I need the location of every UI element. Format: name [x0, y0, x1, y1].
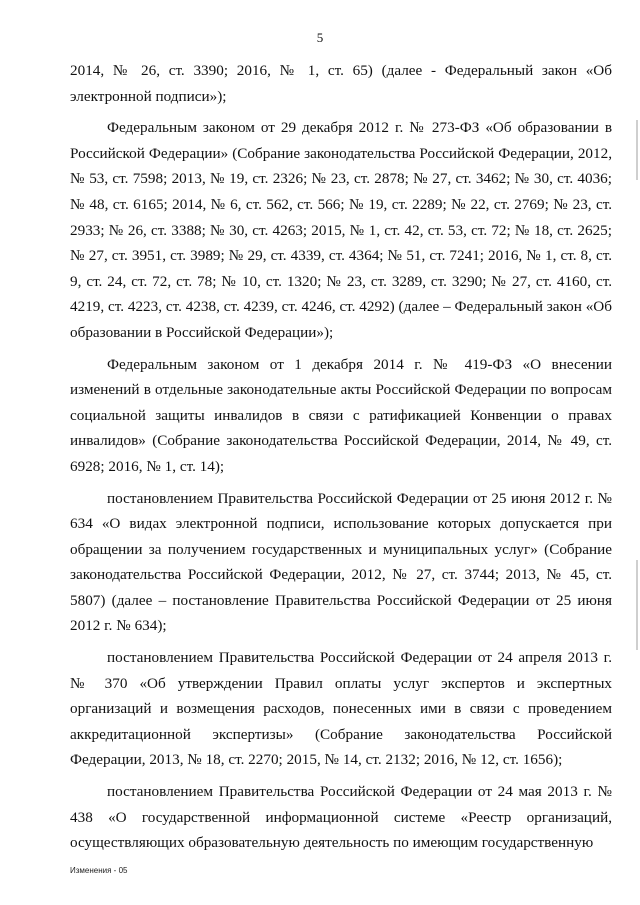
paragraph-decree-370: постановлением Правительства Российской Федерации от 24 апреля 2013 г. № 370 «Об утверждении Правил оплаты услуг экспертов и экспертных организаций и возмещения расходов, понесенных ими в связи с проведением аккредитационной экспертизы» (Собрание законодательства Российской Федерации, 2013, № 18, ст. 2270; 2015, № 14, ст. 2132; 2016, № 12, ст. 1656);	[70, 649, 612, 769]
document-body	[70, 58, 612, 856]
footer-revision-note: Изменения - 05	[70, 866, 128, 875]
scan-edge-mark	[636, 560, 638, 650]
paragraph-law-273-fz: Федеральным законом от 29 декабря 2012 г. № 273-ФЗ «Об образовании в Российской Федерации» (Собрание законодательства Российской Федерации, 2012, № 53, ст. 7598; 2013, № 19, ст. 2326; № 23, ст. 2878; № 27, ст. 3462; № 30, ст. 4036; № 48, ст. 6165; 2014, № 6, ст. 562, ст. 566; № 19, ст. 2289; № 22, ст. 2769; № 23, ст. 2933; № 26, ст. 3388; № 30, ст. 4263; 2015, № 1, ст. 42, ст. 53, ст. 72; № 18, ст. 2625; № 27, ст. 3951, ст. 3989; № 29, ст. 4339, ст. 4364; № 51, ст. 7241; 2016, № 1, ст. 8, ст. 9, ст. 24, ст. 72, ст. 78; № 10, ст. 1320; № 23, ст. 3289, ст. 3290; № 27, ст. 4160, ст. 4219, ст. 4223, ст. 4238, ст. 4239, ст. 4246, ст. 4292) (далее – Федеральный закон «Об образовании в Российской Федерации»);	[70, 119, 612, 341]
paragraph-law-419-fz: Федеральным законом от 1 декабря 2014 г. № 419-ФЗ «О внесении изменений в отдельные законодательные акты Российской Федерации по вопросам социальной защиты инвалидов в связи с ратификацией Конвенции о правах инвалидов» (Собрание законодательства Российской Федерации, 2014, № 49, ст. 6928; 2016, № 1, ст. 14);	[70, 355, 612, 475]
paragraph-continuation: 2014, № 26, ст. 3390; 2016, № 1, ст. 65) (далее - Федеральный закон «Об электронной подписи»);	[70, 62, 612, 105]
scan-edge-mark	[636, 120, 638, 180]
page-number: 5	[316, 30, 324, 45]
paragraph-decree-634: постановлением Правительства Российской Федерации от 25 июня 2012 г. № 634 «О видах электронной подписи, использование которых допускается при обращении за получением государственных и муниципальных услуг» (Собрание законодательства Российской Федерации, 2012, № 27, ст. 3744; 2013, № 45, ст. 5807) (далее – постановление Правительства Российской Федерации от 25 июня 2012 г. № 634);	[70, 489, 612, 635]
paragraph-decree-438: постановлением Правительства Российской Федерации от 24 мая 2013 г. № 438 «О государственной информационной системе «Реестр организаций, осуществляющих образовательную деятельность по имеющим государственную	[70, 783, 612, 852]
